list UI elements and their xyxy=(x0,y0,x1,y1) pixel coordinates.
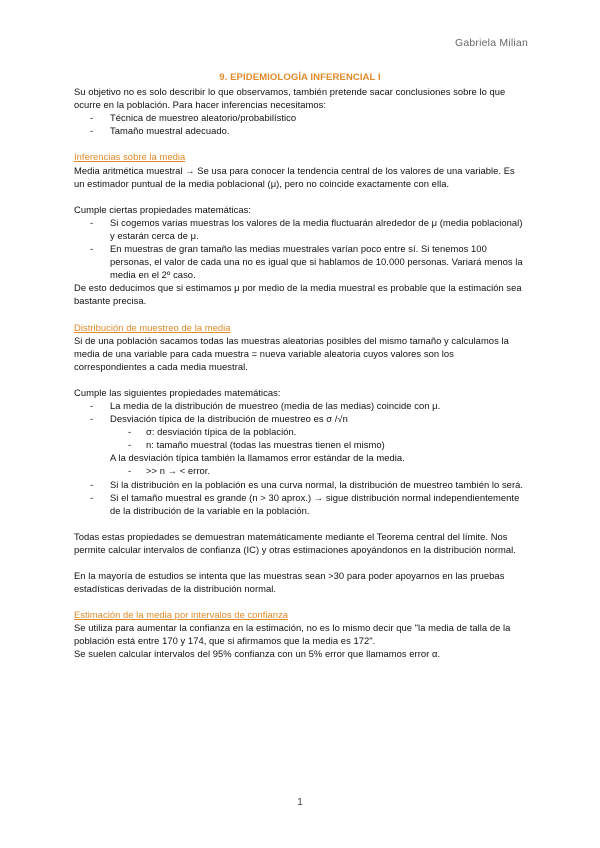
document-body xyxy=(74,71,526,661)
list-item: - Si la distribución en la población es una curva normal, la distribución de muestreo también lo será. xyxy=(74,478,526,491)
list-item: - Tamaño muestral adecuado. xyxy=(74,124,526,137)
paragraph: En la mayoría de estudios se intenta que las muestras sean >30 para poder apoyarnos en las pruebas estadísticas derivadas de la distribución normal. xyxy=(74,570,505,595)
sub-list-item: - σ: desviación típica de la población. xyxy=(74,425,526,438)
author-name: Gabriela Milian xyxy=(454,37,528,49)
section-heading-inferencias: Inferencias sobre la media xyxy=(74,151,186,163)
paragraph: Cumple las siguientes propiedades matemáticas: xyxy=(74,386,281,398)
paragraph: Si de una población sacamos todas las muestras aleatorias posibles del mismo tamaño y calculamos la media de una variable para cada muestra = nueva variable aleatoria cuyos valores son los correspondientes a cada media muestral. xyxy=(74,334,509,372)
properties-list xyxy=(74,399,526,425)
intro-paragraph: Su objetivo no es solo describir lo que observamos, también pretende sacar conclusiones sobre lo que ocurre en la población. Para hacer inferencias necesitamos: xyxy=(74,86,506,111)
paragraph: De esto deducimos que si estimamos μ por medio de la media muestral es probable que la estimación sea bastante precisa. xyxy=(74,282,522,307)
list-item: - Técnica de muestreo aleatorio/probabilístico xyxy=(74,111,526,124)
properties-list xyxy=(74,216,526,281)
paragraph: Cumple ciertas propiedades matemáticas: xyxy=(74,203,252,215)
sub-list-item: - n: tamaño muestral (todas las muestras tienen el mismo) xyxy=(74,438,526,451)
paragraph: Se suelen calcular intervalos del 95% confianza con un 5% error que llamamos error α. xyxy=(74,648,441,660)
list-item: - Si el tamaño muestral es grande (n > 30 aprox.) → sigue distribución normal independientemente de la distribución de la variable en la población. xyxy=(74,491,526,517)
section-heading-distribucion: Distribución de muestreo de la media xyxy=(74,321,231,333)
paragraph: A la desviación típica también la llamamos error estándar de la media. xyxy=(110,452,405,464)
sub-list xyxy=(74,425,526,451)
paragraph: Media aritmética muestral → Se usa para conocer la tendencia central de los valores de una variable. Es un estimador puntual de la media poblacional (μ), pero no coincide exactamente con ella. xyxy=(74,164,515,189)
properties-list xyxy=(74,478,526,517)
section-heading-estimacion: Estimación de la media por intervalos de confianza xyxy=(74,609,289,621)
list-item: - La media de la distribución de muestreo (media de las medias) coincide con μ. xyxy=(74,399,526,412)
sub-list-item: - >> n → < error. xyxy=(74,464,526,477)
paragraph: Todas estas propiedades se demuestran matemáticamente mediante el Teorema central del límite. Nos permite calcular intervalos de confianza (IC) y otras estimaciones apoyándonos en la distribución normal. xyxy=(74,530,516,555)
page-number: 1 xyxy=(297,797,303,808)
document-title: 9. EPIDEMIOLOGÍA INFERENCIAL I xyxy=(219,72,381,83)
paragraph: Se utiliza para aumentar la confianza en la estimación, no es lo mismo decir que "la media de talla de la población está entre 170 y 174, que si afirmamos que la media es 172". xyxy=(74,622,511,647)
sub-list xyxy=(74,464,526,477)
list-item: - Desviación típica de la distribución de muestreo es σ /√n xyxy=(74,412,526,425)
intro-list xyxy=(74,111,526,137)
list-item: - Si cogemos varias muestras los valores de la media fluctuarán alrededor de μ (media poblacional) y estarán cerca de μ. xyxy=(74,216,526,242)
list-item: - En muestras de gran tamaño las medias muestrales varían poco entre sí. Si tenemos 100 personas, el valor de cada una no es igual que si hablamos de 10.000 personas. Variará menos la media en el 2º caso. xyxy=(74,242,526,281)
